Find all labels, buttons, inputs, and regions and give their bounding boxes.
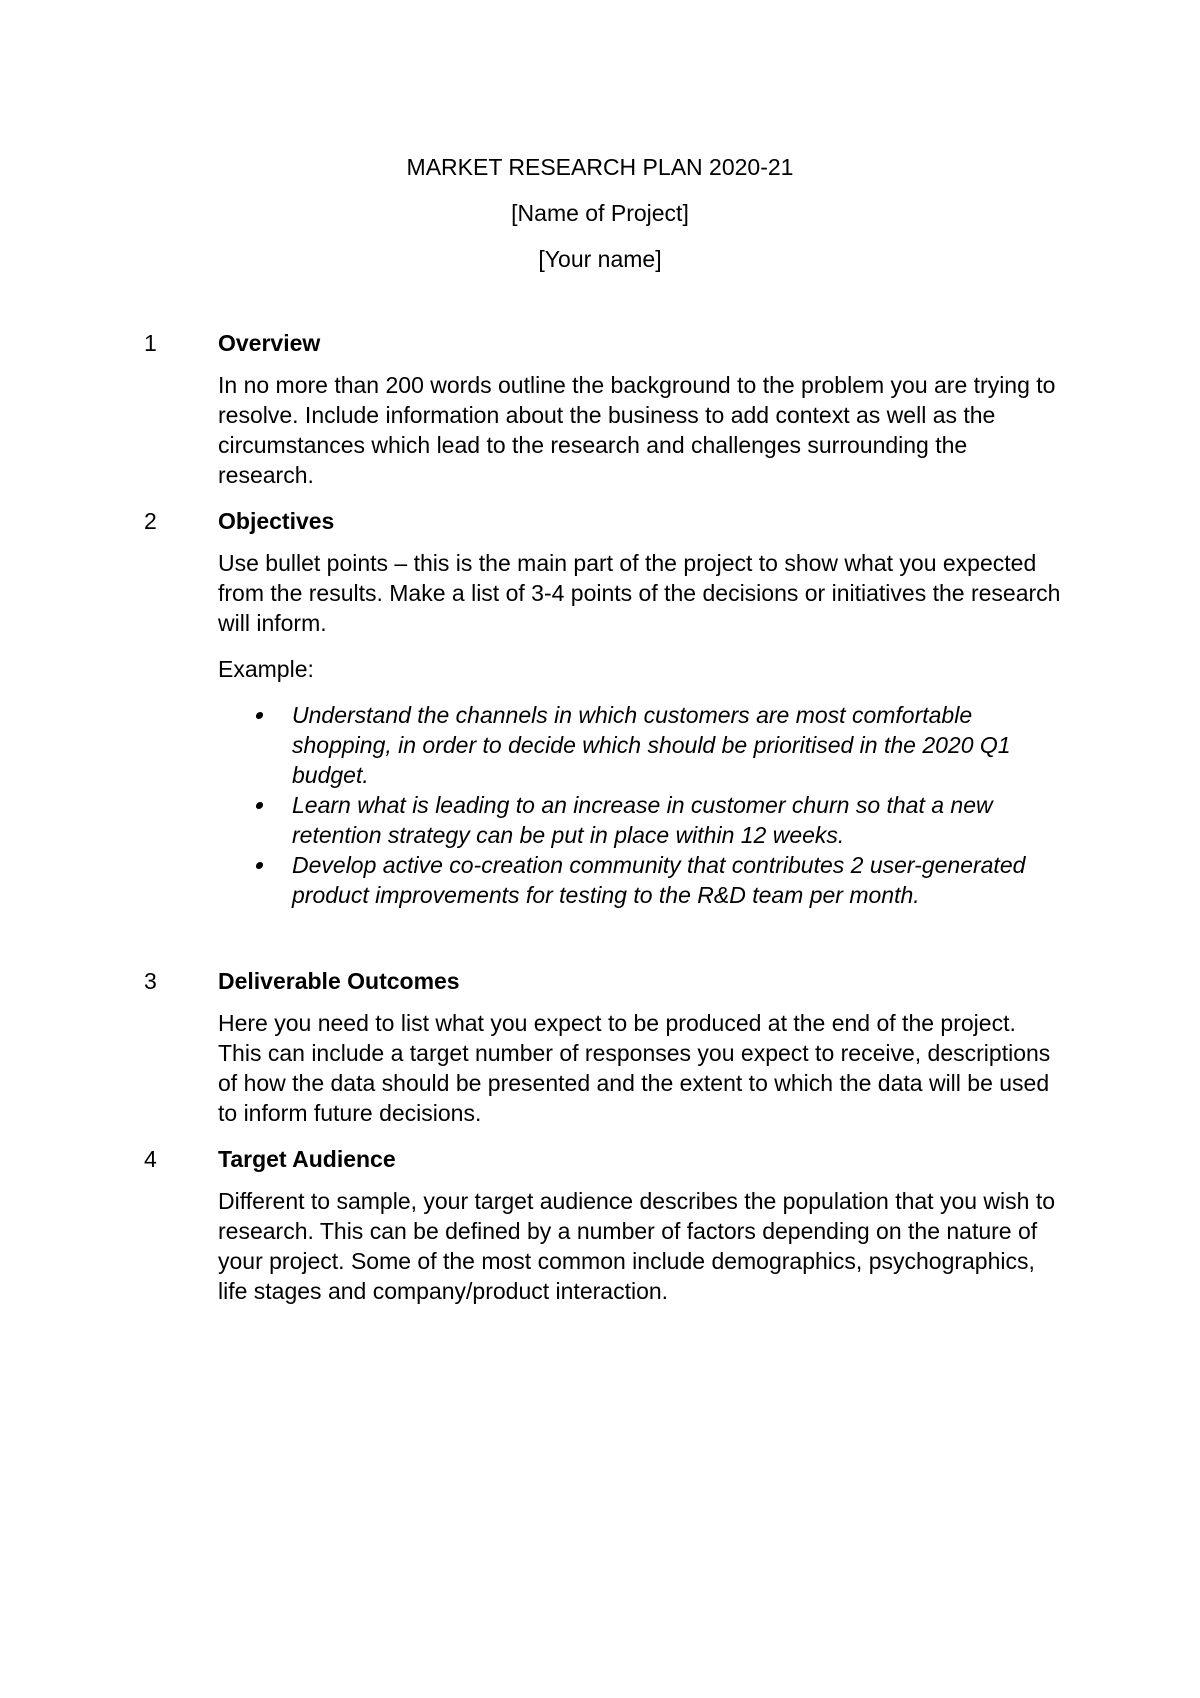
section-heading (144, 966, 1064, 996)
project-name: [Name of Project] (511, 200, 689, 226)
paragraph: In no more than 200 words outline the background to the problem you are trying to resolve. Include information about the business to add context as well as the circumstances which lead to the research and challenges surrounding the research. (218, 372, 1056, 488)
section-number: 1 (144, 330, 157, 356)
section-number: 2 (144, 508, 157, 534)
section-number: 3 (144, 968, 157, 994)
bullet-icon (255, 802, 263, 809)
title-block (0, 144, 1200, 282)
bullet-icon (255, 862, 263, 869)
section-heading (144, 506, 1064, 536)
spacer (144, 926, 1064, 966)
section-title: Overview (218, 330, 321, 356)
objectives-list (218, 700, 1064, 910)
section-title: Target Audience (218, 1146, 396, 1172)
document-title: MARKET RESEARCH PLAN 2020-21 (406, 154, 794, 180)
section-body (218, 1008, 1064, 1128)
section-heading (144, 1144, 1064, 1174)
section-heading (144, 328, 1064, 358)
list-item (292, 850, 1064, 910)
paragraph: Here you need to list what you expect to be produced at the end of the project. This can include a target number of responses you expect to receive, descriptions of how the data should be presented and the extent to which the data will be used to inform future decisions. (218, 1010, 1051, 1126)
list-item-text: Develop active co-creation community that contributes 2 user-generated product improvements for testing to the R&D team per month. (292, 852, 1026, 908)
section-number: 4 (144, 1146, 157, 1172)
section-objectives (144, 506, 1064, 966)
section-deliverable-outcomes (144, 966, 1064, 1128)
example-label: Example: (218, 656, 314, 682)
section-title: Deliverable Outcomes (218, 968, 460, 994)
section-target-audience (144, 1144, 1064, 1306)
section-title: Objectives (218, 508, 335, 534)
paragraph: Different to sample, your target audience describes the population that you wish to research. This can be defined by a number of factors depending on the nature of your project. Some of the most common include demographics, psychographics, life stages and company/product interaction. (218, 1188, 1056, 1304)
list-item (292, 700, 1064, 790)
list-item-text: Understand the channels in which customers are most comfortable shopping, in order to decide which should be prioritised in the 2020 Q1 budget. (292, 702, 1011, 788)
paragraph: Use bullet points – this is the main part of the project to show what you expected from the results. Make a list of 3-4 points of the decisions or initiatives the research will inform. (218, 550, 1061, 636)
list-item-text: Learn what is leading to an increase in customer churn so that a new retention strategy can be put in place within 12 weeks. (292, 792, 993, 848)
author-name: [Your name] (538, 246, 662, 272)
section-overview (144, 328, 1064, 490)
section-body (218, 548, 1064, 910)
section-body (218, 370, 1064, 490)
list-item (292, 790, 1064, 850)
bullet-icon (255, 712, 263, 719)
section-body (218, 1186, 1064, 1306)
sections (144, 328, 1064, 1322)
